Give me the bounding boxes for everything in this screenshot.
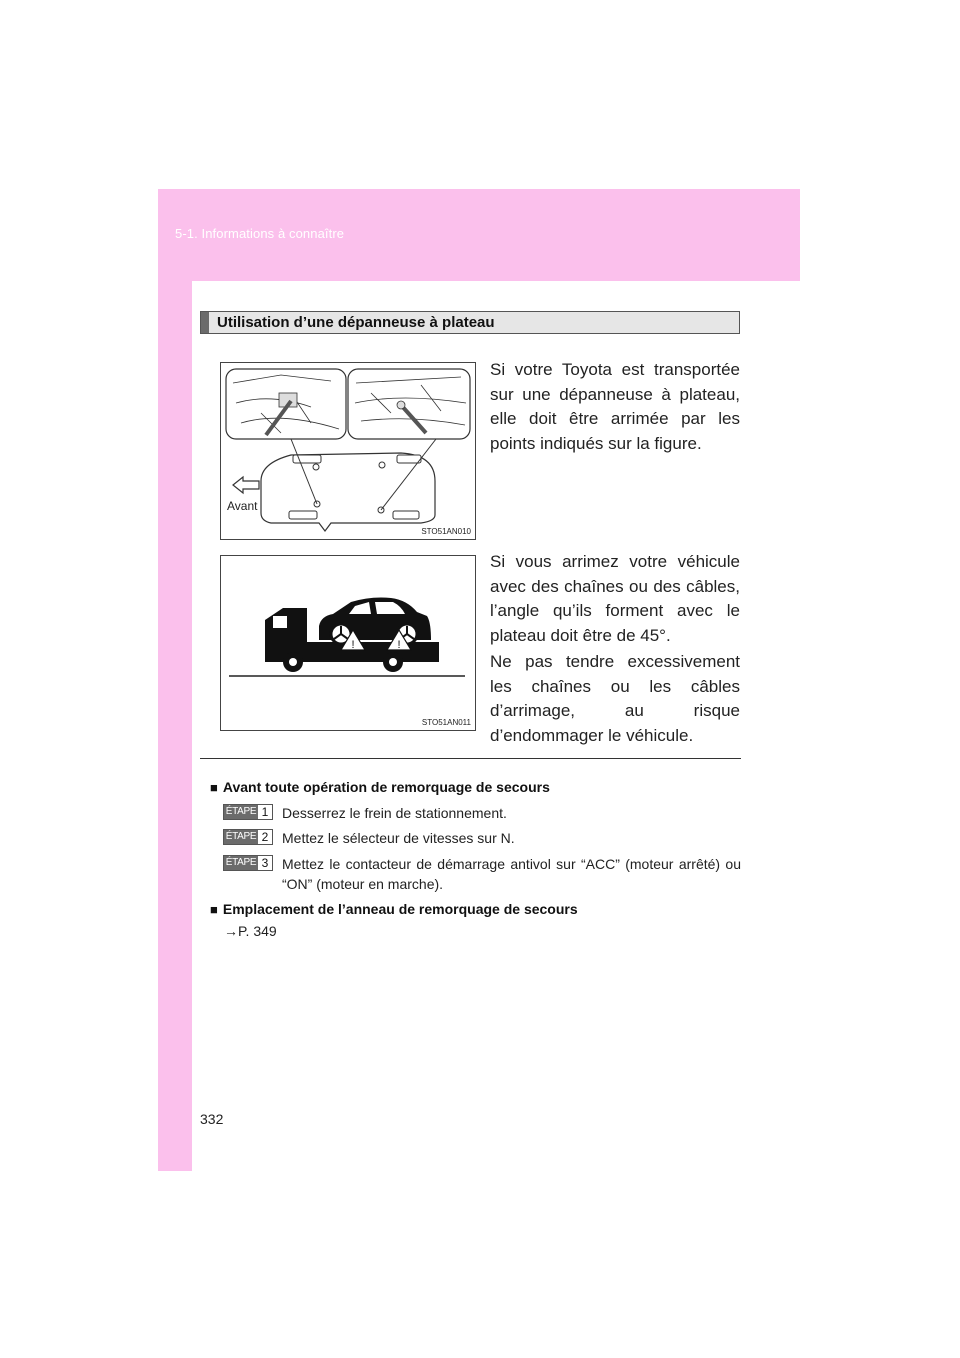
heading-marker: ■ <box>210 902 218 917</box>
section-label: 5-1. Informations à connaître <box>175 226 345 241</box>
step-text: Mettez le contacteur de démarrage antivol sur “ACC” (moteur arrêté) ou “ON” (moteur en marche). <box>282 856 741 892</box>
divider <box>200 758 741 759</box>
heading-marker: ■ <box>210 780 218 795</box>
note-heading-eyelet-location: ■ Emplacement de l’anneau de remorquage de secours <box>210 901 578 917</box>
step-text: Mettez le sélecteur de vitesses sur N. <box>282 830 515 846</box>
step-text: Desserrez le frein de stationnement. <box>282 805 507 821</box>
note-heading-before-towing: ■ Avant toute opération de remorquage de secours <box>210 779 550 795</box>
figure-tie-down-points <box>220 362 476 540</box>
page-number: 332 <box>200 1111 224 1127</box>
paragraph-tension-warning: Ne pas tendre excessivement les chaînes ou les câbles d’arrimage, au risque d’endommager le véhicule. <box>490 652 740 745</box>
title-accent-bar <box>201 312 209 333</box>
svg-text:!: ! <box>397 639 401 651</box>
flatbed-truck-illustration <box>221 556 475 730</box>
figure-flatbed-truck <box>220 555 476 731</box>
front-label: Avant <box>227 499 258 513</box>
side-band <box>158 281 192 1171</box>
step-badge: ÉTAPE 1 <box>223 804 273 820</box>
step-badge: ÉTAPE 2 <box>223 829 273 845</box>
svg-text:!: ! <box>351 639 355 651</box>
paragraph-tie-down-angle: Si vous arrimez votre véhicule avec des chaînes ou des câbles, l’angle qu’ils forment avec le plateau doit être de 45°. <box>490 552 740 645</box>
page-reference-link[interactable]: →P. 349 <box>224 923 277 939</box>
paragraph-flatbed-tie-down: Si votre Toyota est transportée sur une dépanneuse à plateau, elle doit être arrimée par les points indiqués sur la figure. <box>490 360 740 453</box>
section-title: Utilisation d’une dépanneuse à plateau <box>217 314 495 331</box>
tie-down-points-illustration <box>221 363 475 539</box>
step-badge: ÉTAPE 3 <box>223 855 273 871</box>
figure-code: STO51AN011 <box>421 718 471 727</box>
section-title-box <box>200 311 740 334</box>
figure-code: STO51AN010 <box>421 527 471 536</box>
